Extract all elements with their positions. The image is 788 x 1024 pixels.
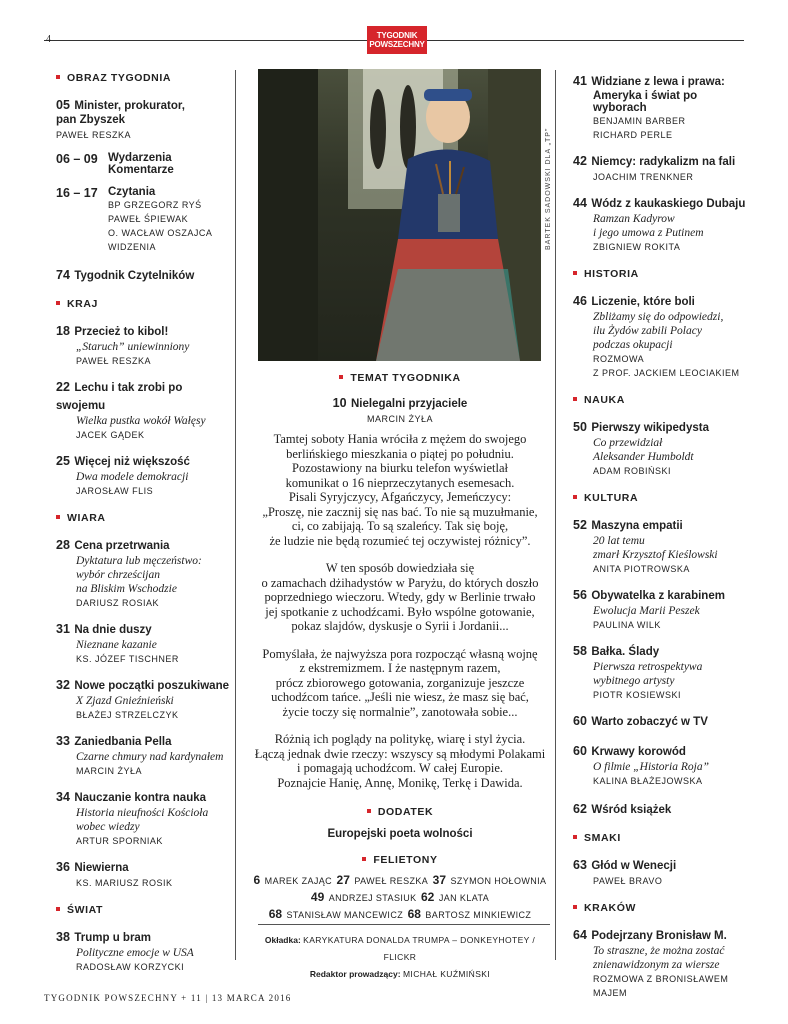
page-ref: 25 [56,454,70,468]
entry-title: Komentarze [108,164,174,176]
entry-subtitle: Dwa modele demokracji [76,471,189,483]
page-number: 4 [46,34,51,45]
entry-subtitle: wybór chrześcijan [76,569,161,581]
entry-title: Krwawy korowód [591,746,686,758]
logo-line-2: POWSZECHNY [369,40,425,49]
entry-author: BP GRZEGORZ RYŚ [108,200,202,210]
page-ref: 10 [332,396,347,410]
toc-entry[interactable] [573,194,748,254]
entry-title: Nauczanie kontra nauka [74,792,207,804]
entry-title: Wódz z kaukaskiego Dubaju [591,198,746,210]
entry-author: MARCIN ŻYŁA [366,414,433,424]
lead-paragraph: Różnią ich poglądy na politykę, wiarę i styl życia. Łączą jednak dwie rzeczy: wszyscy są młodymi Polakami i pomagają uchodźcom. W całej Europie. Poznajcie Hanię, Annę, Monikę, Terkę i Dawida. [254,732,546,790]
left-column [56,72,232,974]
credits-rule [258,924,550,925]
dodatek-title[interactable]: Europejski poeta wolności [327,828,473,840]
page-ref: 33 [56,734,70,748]
page-ref: 28 [56,538,70,552]
entry-subtitle: i jego umowa z Putinem [593,227,704,239]
entry-title: Niewierna [74,862,129,874]
entry-subtitle: na Bliskim Wschodzie [76,583,177,595]
toc-entry[interactable] [56,378,232,442]
column-divider-left [235,70,236,960]
section-heading: DODATEK [250,806,550,818]
entry-subtitle: Czarne chmury nad kardynałem [76,751,224,763]
columnists-list: 6 MAREK ZAJĄC 27 PAWEŁ RESZKA 37 SZYMON HOŁOWNIA 49 ANDRZEJ STASIUK 62 JAN KLATA 68 STANISŁAW MANCEWICZ 68 BARTOSZ MINKIEWICZ [253,873,547,921]
toc-entry[interactable] [573,292,748,380]
entry-author: ARTUR SPORNIAK [76,836,163,846]
toc-entry[interactable] [573,516,748,576]
page-ref: 74 [56,268,70,282]
page-ref: 52 [573,518,587,532]
entry-author: ADAM ROBIŃSKI [593,466,672,476]
toc-entry[interactable] [573,712,748,730]
entry-title: Wśród książek [591,804,672,816]
entry-author: PAWEŁ ŚPIEWAK [108,214,189,224]
entry-title: Zaniedbania Pella [74,736,172,748]
page-ref: 41 [573,74,587,88]
entry-author: KS. JÓZEF TISCHNER [76,654,179,664]
entry-title: Przecież to kibol! [74,326,169,338]
toc-entry[interactable] [56,928,232,974]
entry-title: Maszyna empatii [591,520,683,532]
entry-title: Pierwszy wikipedysta [591,422,709,434]
entry-subtitle: 20 lat temu [593,535,645,547]
entry-author: JOACHIM TRENKNER [593,172,694,182]
toc-entry[interactable] [56,322,232,368]
entry-title: Obywatelka z karabinem [591,590,725,602]
entry-title: Minister, prokurator, [74,100,185,112]
entry-subtitle: Dyktatura lub męczeństwo: [76,555,202,567]
entry-author: BŁAŻEJ STRZELCZYK [76,710,179,720]
page-ref: 60 [573,714,587,728]
entry-title: Widziane z lewa i prawa: [591,76,725,88]
entry-author: ROZMOWA [593,354,645,364]
section-heading: WIARA [56,512,232,524]
entry-title: Na dnie duszy [74,624,152,636]
toc-entry[interactable] [56,676,232,722]
entry-author: PAULINA WILK [593,620,661,630]
column-divider-right [555,70,556,960]
entry-title: Więcej niż większość [74,456,190,468]
entry-title: Cena przetrwania [74,540,170,552]
photo-illustration [258,69,541,361]
entry-subtitle: X Zjazd Gnieźnieński [76,695,174,707]
page-ref: 34 [56,790,70,804]
entry-subtitle: „Staruch” uniewinniony [76,341,190,353]
lead-paragraph: Pomyślała, że najwyższa pora rozpocząć własną wojnę z ekstremizmem. I że następnym razem, prócz zbiorowego gotowania, zorganizuje jeszcze uchodźcom tańce. „Jeśli nie wiesz, że masz się bać, życie toczy się normalnie”, zanotowała sobie... [262,646,538,719]
page-ref: 22 [56,380,70,394]
toc-entry[interactable] [56,732,232,778]
logo-line-1: TYGODNIK [376,31,418,40]
page-ref: 58 [573,644,587,658]
entry-subtitle: ilu Żydów zabili Polacy [593,325,702,337]
entry-subtitle: Pierwsza retrospektywa [593,661,703,673]
entry-author: DARIUSZ ROSIAK [76,598,160,608]
entry-title: Warto zobaczyć w TV [591,716,708,728]
section-heading: SMAKI [573,832,748,844]
page-ref: 50 [573,420,587,434]
entry-author: PAWEŁ RESZKA [56,130,132,140]
entry-title: Trump u bram [74,932,152,944]
entry-subtitle: Historia nieufności Kościoła [76,807,209,819]
page-ref: 05 [56,98,70,112]
toc-entry[interactable] [573,72,748,142]
entry-title: pan Zbyszek [56,114,126,126]
page-footer: TYGODNIK POWSZECHNY + 11 | 13 MARCA 2016 [44,993,292,1003]
entry-title: Liczenie, które boli [591,296,695,308]
entry-title: Wydarzenia [108,152,172,164]
entry-title: Niemcy: radykalizm na fali [591,156,736,168]
entry-subtitle: Wielka pustka wokół Wałęsy [76,415,206,427]
page-ref: 36 [56,860,70,874]
section-heading: NAUKA [573,394,748,406]
entry-author: MARCIN ŻYŁA [76,766,143,776]
page-ref: 42 [573,154,587,168]
entry-subtitle: zmarł Krzysztof Kieślowski [593,549,718,561]
toc-entry[interactable] [56,452,232,498]
credits: Okładka: KARYKATURA DONALDA TRUMPA – DONKEYHOTEY / FLICKR Redaktor prowadzący: MICHAŁ KUŹMIŃSKI [264,935,536,979]
entry-title: Podejrzany Bronisław M. [591,930,727,942]
entry-author: JAROSŁAW FLIS [76,486,154,496]
toc-entry[interactable] [56,96,232,142]
toc-entry[interactable] [56,536,232,610]
toc-entry[interactable] [56,620,232,666]
section-heading: HISTORIA [573,268,748,280]
entry-title: Nielegalni przyjaciele [351,398,468,410]
section-heading: FELIETONY [250,854,550,866]
page-ref: 64 [573,928,587,942]
toc-entry[interactable] [573,586,748,632]
entry-subtitle: Nieznane kazanie [76,639,157,651]
toc-entry[interactable] [573,642,748,702]
entry-subtitle: znienawidzonym za wiersze [593,959,720,971]
entry-subtitle: podczas okupacji [593,339,673,351]
page-ref: 62 [573,802,587,816]
page-ref: 56 [573,588,587,602]
entry-title: Ameryka i świat po wyborach [593,90,698,114]
entry-author: KS. MARIUSZ ROSIK [76,878,173,888]
entry-author: JACEK GĄDEK [76,430,145,440]
page-ref: 60 [573,744,587,758]
magazine-logo [367,26,427,54]
page-ref: 63 [573,858,587,872]
entry-subtitle: Zbliżamy się do odpowiedzi, [593,311,724,323]
section-heading: KRAJ [56,298,232,310]
entry-subtitle: Co przewidział [593,437,663,449]
toc-entry[interactable] [56,858,232,890]
entry-subtitle: wobec wiedzy [76,821,140,833]
entry-title: Bałka. Ślady [591,646,660,658]
page-ref: 32 [56,678,70,692]
entry-subtitle: Ewolucja Marii Peszek [593,605,700,617]
entry-title: Nowe początki poszukiwane [74,680,230,692]
lead-article[interactable] [250,394,550,426]
entry-author: BENJAMIN BARBER [593,116,686,126]
entry-title: Lechu i tak zrobi po swojemu [56,382,183,412]
entry-author: PIOTR KOSIEWSKI [593,690,682,700]
section-heading: KULTURA [573,492,748,504]
lead-paragraph: W ten sposób dowiedziała się o zamachach dżihadystów w Paryżu, do których doszło poprzedniego wieczoru. Wtedy, gdy w Berlinie trwało jej spotkanie z uchodźcami. Było wspólne gotowanie, pokaz slajdów, dyskusje o Syrii i Jordanii... [261,561,539,633]
lead-paragraph: Tamtej soboty Hania wróciła z mężem do swojego berlińskiego mieszkania o piątej po południu. Pozostawiony na biurku telefon wyświetlał komunikat o 16 nieprzeczytanych esemesach. Pisali Syryjczycy, Afgańczycy, Jemeńczycy: „Proszę, nie zacznij się nas bać. To nie są muzułmanie, ci, co zabijają. To są szaleńcy. Tak się boję, że ludzie nie będą rozumieć tej oczywistej różnicy”. [262,432,538,548]
section-heading: OBRAZ TYGODNIA [56,72,232,84]
entry-subtitle: Aleksander Humboldt [593,451,694,463]
entry-subtitle: Ramzan Kadyrow [593,213,675,225]
entry-author: KALINA BŁAŻEJOWSKA [593,776,703,786]
toc-entry[interactable] [573,926,748,1000]
cover-photo [258,69,541,361]
toc-entry[interactable] [573,152,748,184]
page-ref: 16 – 17 [56,186,98,200]
page-ref: 44 [573,196,587,210]
entry-subtitle: Polityczne emocje w USA [76,947,194,959]
entry-author: PAWEŁ BRAVO [593,876,663,886]
entry-title: Głód w Wenecji [591,860,677,872]
toc-entry[interactable] [56,186,232,254]
center-column [250,372,550,923]
entry-subtitle: To straszne, że można zostać [593,945,725,957]
photo-credit: BARTEK SADOWSKI DLA „TP” [545,127,552,250]
entry-subtitle: wybitnego artysty [593,675,675,687]
entry-author: ZBIGNIEW ROKITA [593,242,681,252]
entry-title: Tygodnik Czytelników [74,270,195,282]
entry-author: ANITA PIOTROWSKA [593,564,690,574]
section-heading: KRAKÓW [573,902,748,914]
page-ref: 06 – 09 [56,152,98,166]
page-ref: 46 [573,294,587,308]
toc-entry[interactable] [573,800,748,818]
page-ref: 18 [56,324,70,338]
entry-author: RICHARD PERLE [593,130,673,140]
entry-author: RADOSŁAW KORZYCKI [76,962,185,972]
entry-author: O. WACŁAW OSZAJCA [108,228,213,238]
entry-author: WIDZENIA [108,242,156,252]
toc-entry[interactable] [56,152,232,176]
toc-entry[interactable] [56,266,232,284]
page-ref: 38 [56,930,70,944]
entry-title: Czytania [108,186,156,198]
right-column [573,72,748,1000]
toc-entry[interactable] [573,742,748,788]
toc-entry[interactable] [573,856,748,888]
toc-entry[interactable] [56,788,232,848]
toc-entry[interactable] [573,418,748,478]
entry-subtitle: O filmie „Historia Roja” [593,761,709,773]
entry-author: Z PROF. JACKIEM LEOCIAKIEM [593,368,740,378]
entry-author: ROZMOWA Z BRONISŁAWEM MAJEM [593,974,729,998]
page-ref: 31 [56,622,70,636]
entry-author: PAWEŁ RESZKA [76,356,152,366]
section-heading: ŚWIAT [56,904,232,916]
section-heading: TEMAT TYGODNIKA [250,372,550,384]
